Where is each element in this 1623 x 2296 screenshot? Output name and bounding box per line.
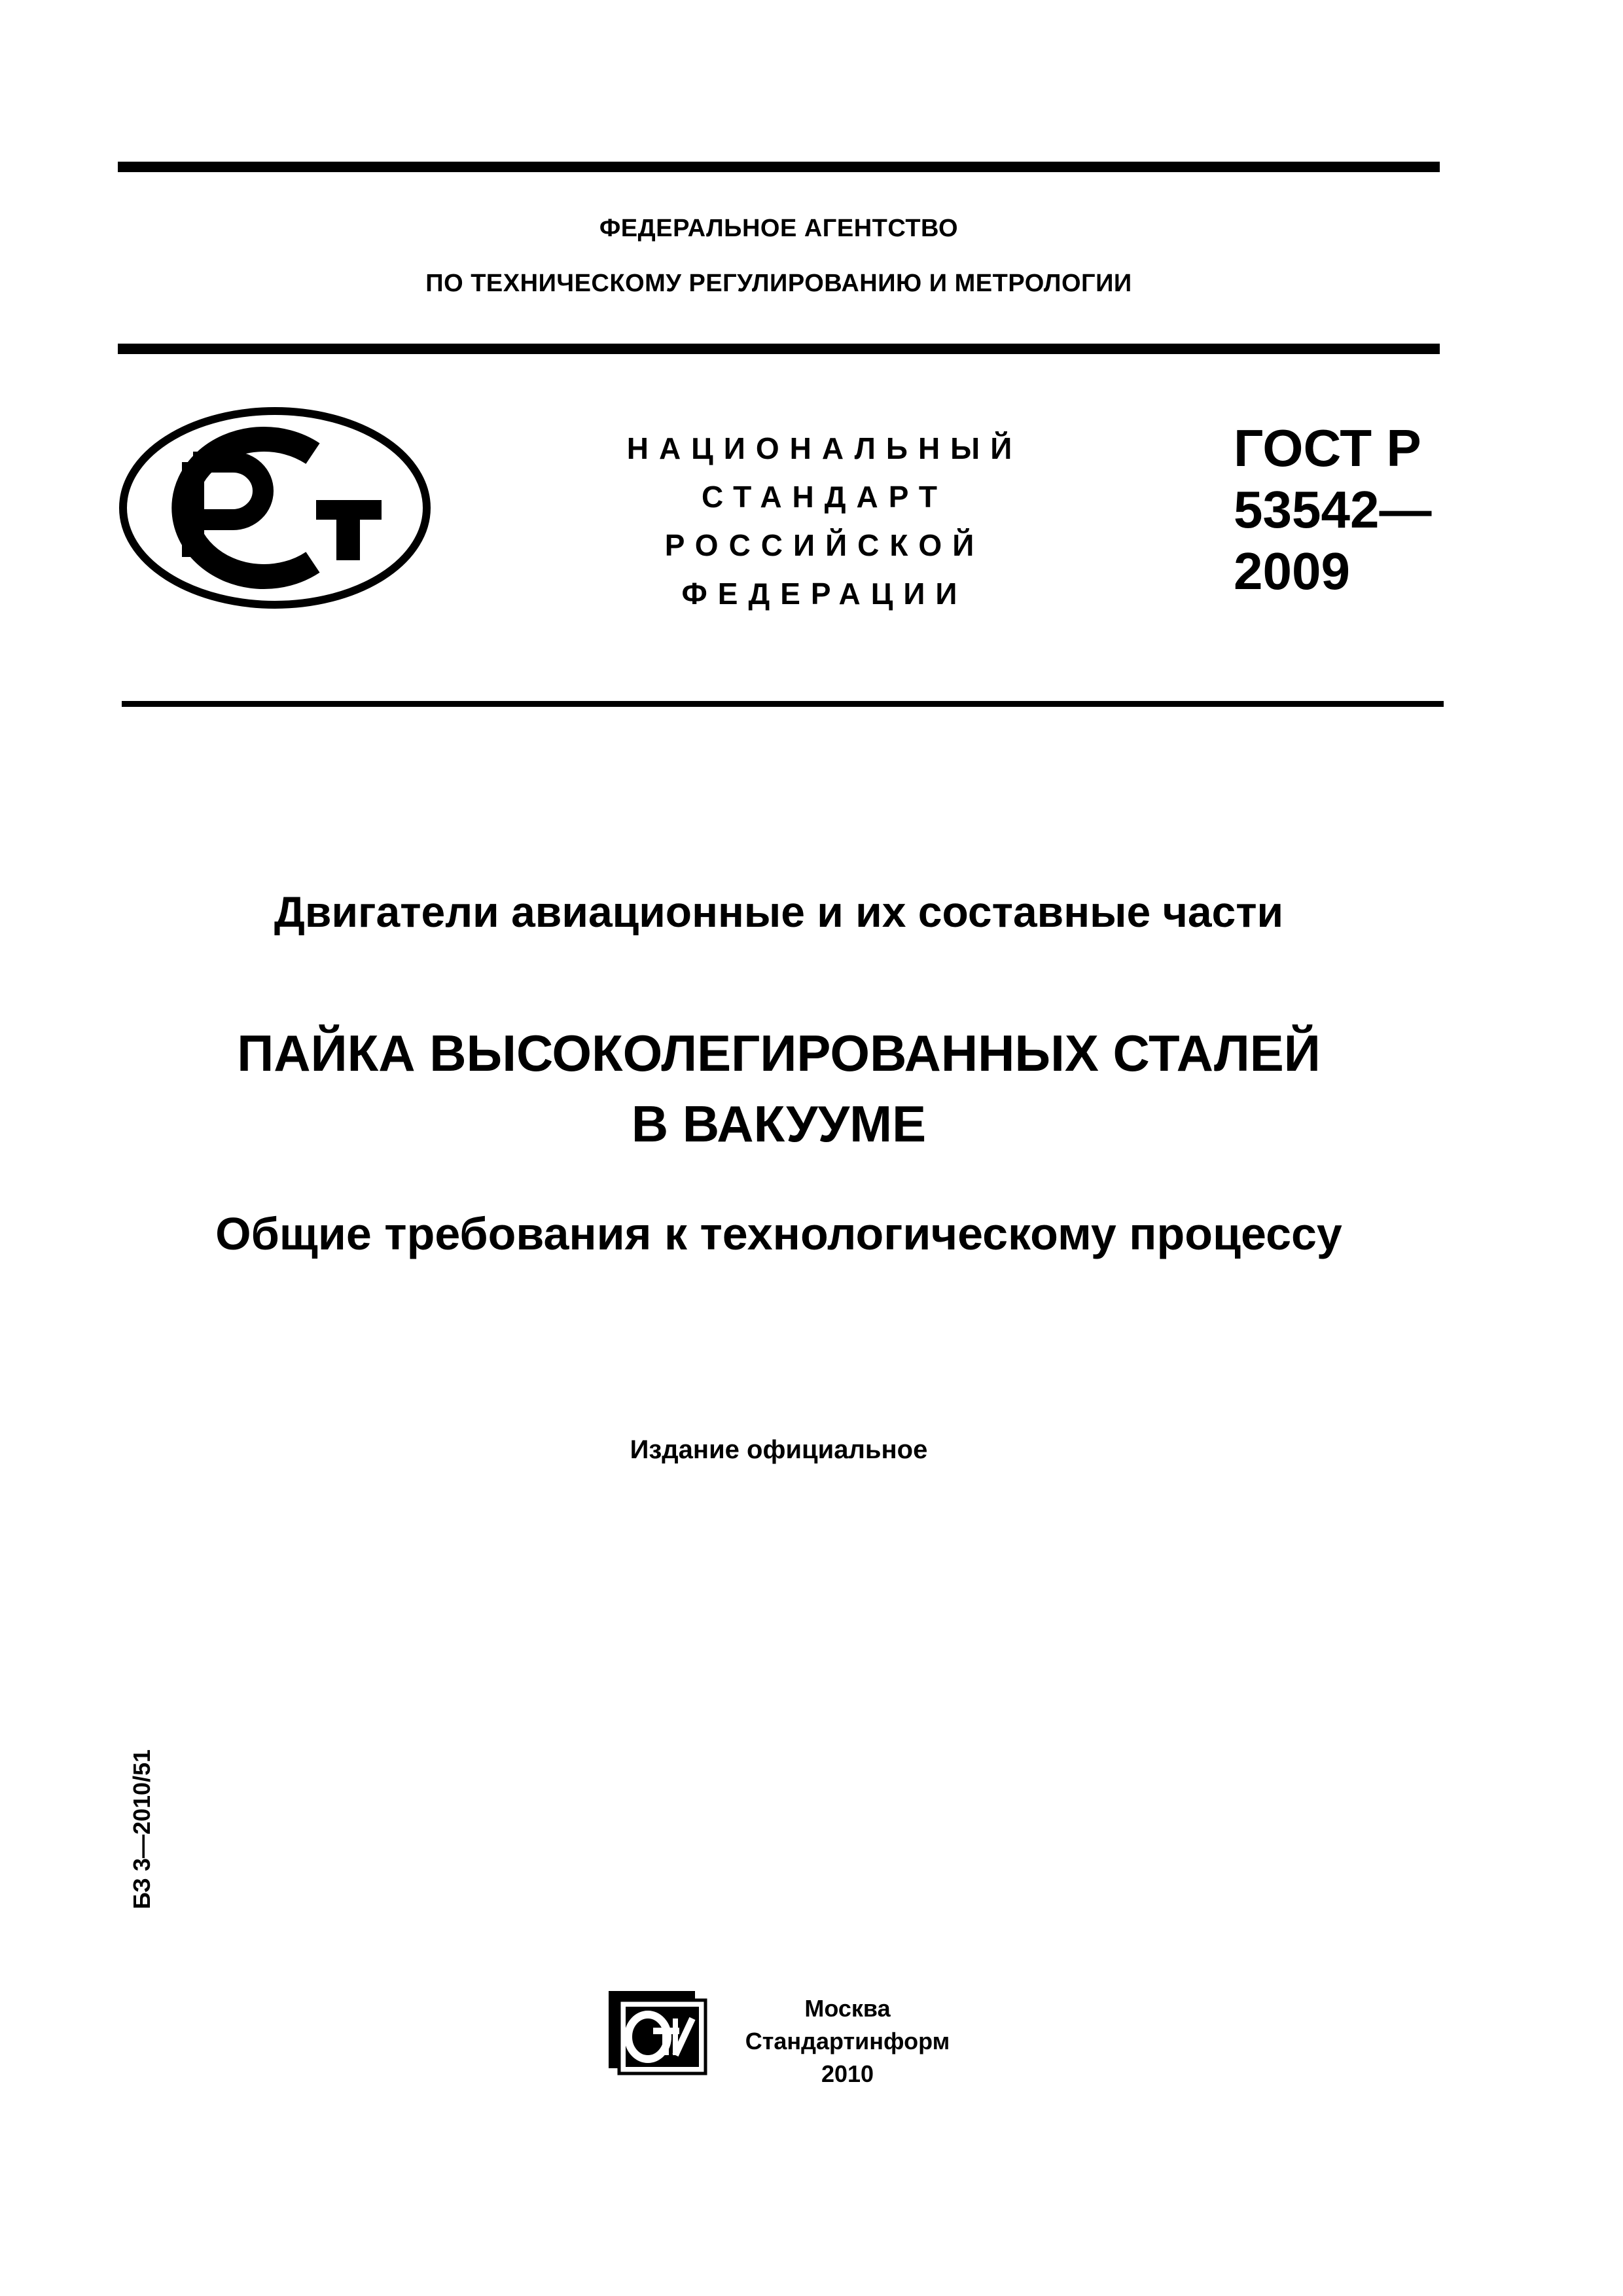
edition-label: Издание официальное: [630, 1435, 928, 1464]
imprint-year: 2010: [821, 2060, 874, 2087]
title-subtitle: Общие требования к технологическому процессу: [215, 1208, 1342, 1259]
title-group: Двигатели авиационные и их составные части: [274, 888, 1284, 936]
imprint-city: Москва: [804, 1995, 891, 2022]
designation-line-2: 53542—: [1234, 480, 1432, 539]
designation-line-1: ГОСТ Р: [1234, 419, 1421, 477]
agency-line-2: ПО ТЕХНИЧЕСКОМУ РЕГУЛИРОВАНИЮ И МЕТРОЛОГИИ: [425, 270, 1132, 297]
rst-emblem-icon: [116, 404, 433, 611]
national-standard-line-2: СТАНДАРТ: [702, 480, 948, 514]
designation-line-3: 2009: [1234, 542, 1350, 600]
imprint-publisher: Стандартинформ: [745, 2028, 950, 2054]
national-standard-line-4: ФЕДЕРАЦИИ: [681, 577, 968, 611]
standard-designation: [1234, 418, 1431, 602]
title-main-line-1: ПАЙКА ВЫСОКОЛЕГИРОВАННЫХ СТАЛЕЙ: [237, 1024, 1321, 1082]
national-standard-line-3: РОССИЙСКОЙ: [664, 528, 985, 562]
imprint: [740, 1992, 955, 2090]
agency-line-1: ФЕДЕРАЛЬНОЕ АГЕНТСТВО: [599, 215, 959, 242]
top-rule: [118, 162, 1440, 172]
agency-bottom-rule: [118, 344, 1440, 354]
header-bottom-rule: [122, 701, 1444, 707]
national-standard-label: [576, 424, 1073, 618]
national-standard-line-1: НАЦИОНАЛЬНЫЙ: [626, 431, 1023, 465]
title-main-line-2: В ВАКУУМЕ: [631, 1095, 927, 1153]
publisher-logo-icon: [607, 1990, 709, 2076]
title-main: [118, 1018, 1440, 1159]
catalog-code: БЗ 3—2010/51: [128, 1749, 155, 1909]
